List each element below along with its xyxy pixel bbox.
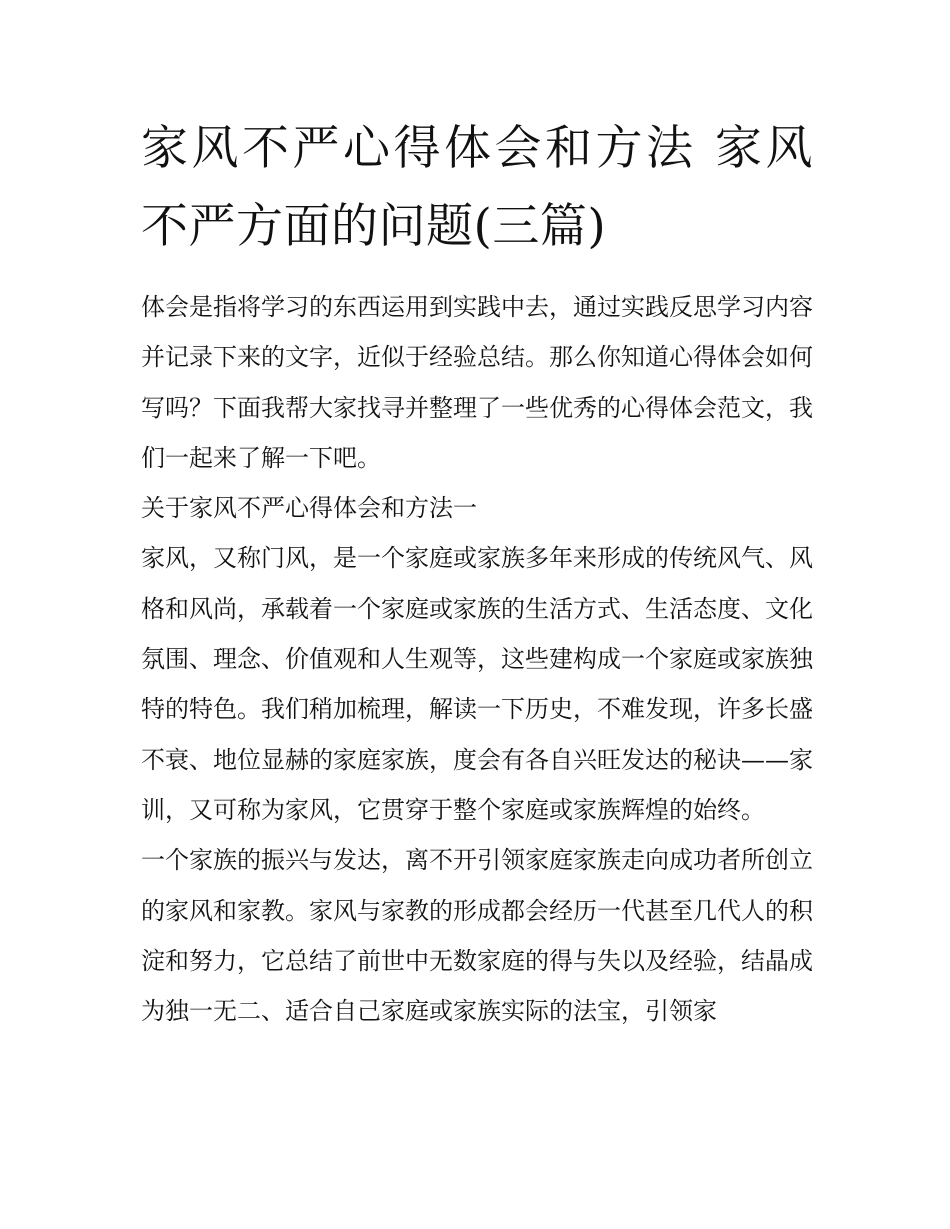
section-heading: 关于家风不严心得体会和方法一 <box>141 494 477 523</box>
body-paragraph: 一个家族的振兴与发达，离不开引领家庭家族走向成功者所创立的家风和家教。家风与家教的形成都会经历一代甚至几代人的积淀和努力，它总结了前世中无数家庭的得与失以及经验，结晶成为独一无二、适合自己家庭或家族实际的法宝，引领家 <box>141 846 813 1026</box>
document-body <box>141 282 813 1036</box>
document-content <box>141 110 813 1036</box>
intro-paragraph: 体会是指将学习的东西运用到实践中去，通过实践反思学习内容并记录下来的文字，近似于经验总结。那么你知道心得体会如何写吗？下面我帮大家找寻并整理了一些优秀的心得体会范文，我们一起来了解一下吧。 <box>141 293 813 472</box>
body-paragraph: 家风，又称门风，是一个家庭或家族多年来形成的传统风气、风格和风尚，承载着一个家庭或家族的生活方式、生活态度、文化氛围、理念、价值观和人生观等，这些建构成一个家庭或家族独特的特色。我们稍加梳理，解读一下历史，不难发现，许多长盛不衰、地位显赫的家庭家族，度会有各自兴旺发达的秘诀——家训，又可称为家风，它贯穿于整个家庭或家族辉煌的始终。 <box>141 544 813 824</box>
document-title: 家风不严心得体会和方法 家风不严方面的问题(三篇) <box>141 121 813 254</box>
